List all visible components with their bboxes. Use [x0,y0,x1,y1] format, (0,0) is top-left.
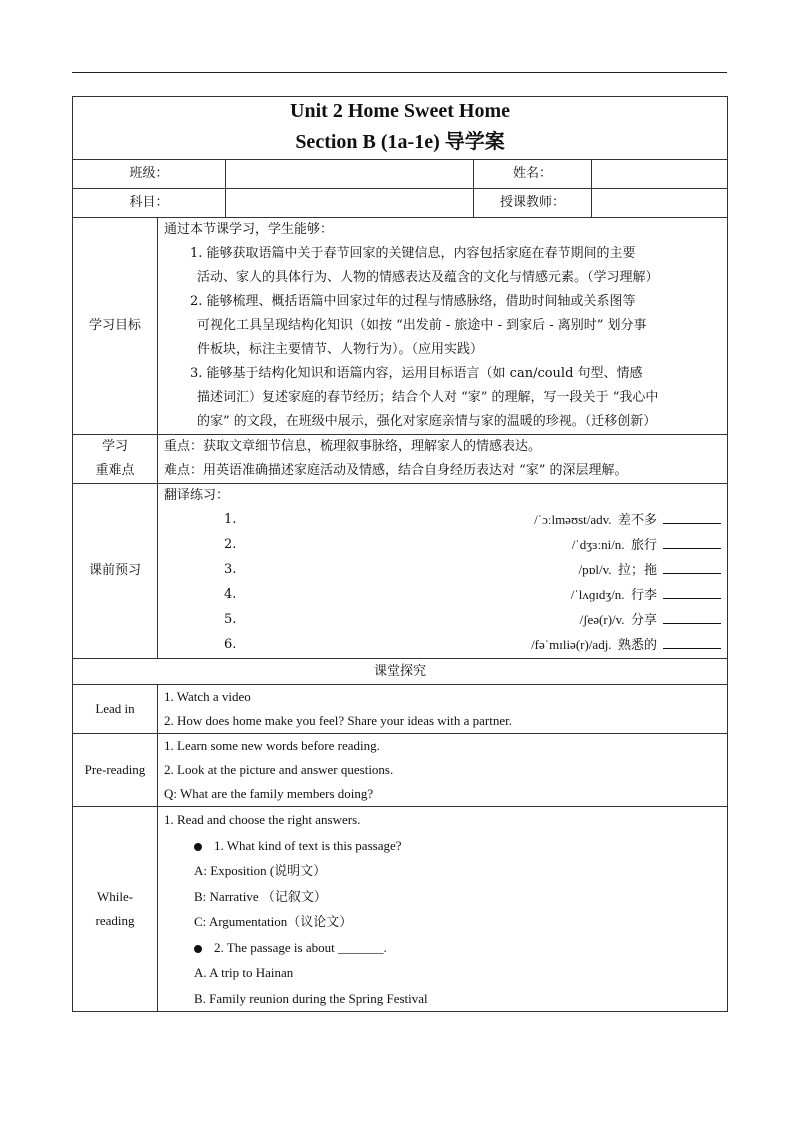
pre-reading-item: 1. Learn some new words before reading. [164,738,380,753]
answer-blank[interactable] [663,559,721,574]
option-b[interactable]: B: Narrative （记叙文） [194,888,327,904]
vocab-item [164,608,721,633]
pre-reading-question: Q: What are the family members doing? [164,786,374,801]
vocab-number: 3. [224,562,237,577]
objective-line: 1. 能够获取语篇中关于春节回家的关键信息，内容包括家庭在春节期间的主要 [190,246,636,261]
option-a[interactable]: A: Exposition (说明文） [194,863,327,878]
objective-line: 可视化工具呈现结构化知识（如按 “出发前 - 旅途中 - 到家后 - 离别时” 划分事 [197,318,647,333]
title-line-1: Unit 2 Home Sweet Home [290,100,510,122]
option-a[interactable]: A. A trip to Hainan [194,965,294,980]
objective-line: 的家” 的文段，在班级中展示，强化对家庭亲情与家的温暖的珍视。（迁移创新） [197,414,657,429]
pre-reading-item: 2. Look at the picture and answer questions. [164,762,394,777]
vocab-item [164,558,721,583]
name-label: 姓名： [474,160,592,189]
objective-line: 描述词汇）复述家庭的春节经历；结合个人对 “家” 的理解，写一段关于 “我心中 [197,390,659,405]
answer-blank[interactable] [663,609,721,624]
answer-blank[interactable] [663,584,721,599]
vocab-number: 4. [224,587,237,602]
difficult-point: 难点：用英语准确描述家庭活动及情感，结合自身经历表达对 “家” 的深层理解。 [164,463,628,478]
lead-in-item: 2. How does home make you feel? Share your ideas with a partner. [164,713,513,728]
teacher-field[interactable] [592,189,728,218]
header-rule [72,72,727,73]
study-guide-table [72,96,728,1012]
objectives-content [158,218,728,435]
lead-in-item: 1. Watch a video [164,689,251,704]
vocab-number: 5. [224,612,237,627]
preview-intro: 翻译练习： [164,488,230,503]
answer-blank[interactable] [663,534,721,549]
lead-in-content [158,685,728,734]
teacher-label: 授课教师： [474,189,592,218]
objectives-intro: 通过本节课学习，学生能够： [164,222,334,237]
vocab-word: /ˈɔːlməʊst/adv. 差不多 [534,512,658,527]
keypoints-content [158,435,728,484]
question-1 [164,833,721,859]
key-point: 重点：获取文章细节信息，梳理叙事脉络，理解家人的情感表达。 [164,439,542,454]
title-line-2: Section B (1a-1e) 导学案 [295,131,505,153]
keypoints-label-line: 学习 [101,439,128,454]
while-reading-label-line: While- [96,889,134,904]
vocab-item [164,508,721,533]
explore-heading: 课堂探究 [73,659,728,685]
vocab-word: /ˈdʒɜːni/n. 旅行 [571,537,658,552]
preview-label: 课前预习 [73,484,158,659]
bullet-icon [194,945,202,953]
subject-label: 科目： [73,189,226,218]
while-reading-content [158,807,728,1012]
vocab-number: 6. [224,637,237,652]
vocab-number: 2. [224,537,237,552]
lead-in-label: Lead in [73,685,158,734]
class-label: 班级： [73,160,226,189]
vocab-word: /ʃeə(r)/v. 分享 [579,612,658,627]
question-2 [164,935,721,961]
question-1-text: 1. What kind of text is this passage? [214,837,402,853]
while-reading-task: 1. Read and choose the right answers. [164,812,361,827]
option-b[interactable]: B. Family reunion during the Spring Festival [194,990,428,1006]
answer-blank[interactable] [663,509,721,524]
name-field[interactable] [592,160,728,189]
question-2-text: 2. The passage is about _______. [214,939,387,955]
objectives-label: 学习目标 [73,218,158,435]
vocab-word: /fəˈmɪliə(r)/adj. 熟悉的 [531,637,658,652]
keypoints-label-line: 重难点 [95,463,135,478]
objective-line: 件板块，标注主要情节、人物行为）。（应用实践） [197,342,484,357]
keypoints-label [73,435,158,484]
objective-line: 3. 能够基于结构化知识和语篇内容，运用目标语言（如 can/could 句型、情感 [190,366,643,381]
pre-reading-label: Pre-reading [73,734,158,807]
document-title [73,97,728,160]
pre-reading-content [158,734,728,807]
option-c[interactable]: C: Argumentation（议论文） [194,914,353,929]
vocab-item [164,633,721,658]
class-field[interactable] [226,160,474,189]
vocab-number: 1. [224,512,237,527]
bullet-icon [194,843,202,851]
vocab-word: /pɒl/v. 拉；拖 [578,562,658,577]
objective-line: 活动、家人的具体行为、人物的情感表达及蕴含的文化与情感元素。（学习理解） [197,270,659,285]
vocab-item [164,533,721,558]
while-reading-label-line: reading [95,913,135,928]
objective-line: 2. 能够梳理、概括语篇中回家过年的过程与情感脉络，借助时间轴或关系图等 [190,294,636,309]
preview-content [158,484,728,659]
while-reading-label [73,807,158,1012]
subject-field[interactable] [226,189,474,218]
vocab-item [164,583,721,608]
answer-blank[interactable] [663,634,721,649]
vocab-word: /ˈlʌɡɪdʒ/n. 行李 [570,587,658,602]
